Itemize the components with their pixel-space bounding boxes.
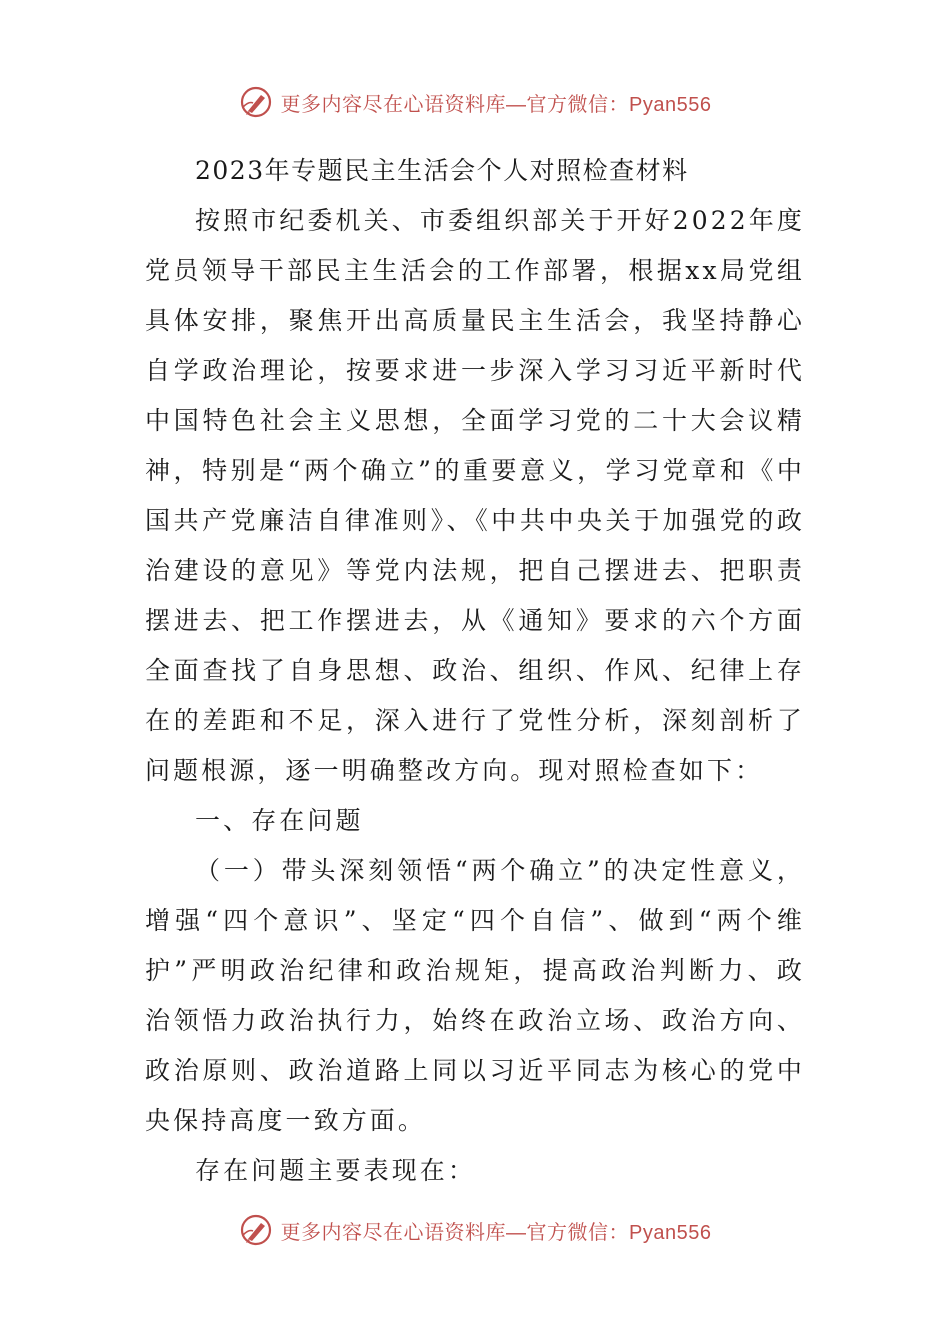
watermark-text-lead: 更多内容尽在心语资料库 (280, 91, 507, 116)
pen-nib-circle-icon (239, 85, 273, 119)
document-body (145, 146, 805, 1196)
problems-lead-paragraph: 存在问题主要表现在： (195, 1156, 477, 1185)
section-heading: 一、存在问题 (195, 806, 364, 835)
document-title: 2023年专题民主生活会个人对照检查材料 (195, 156, 689, 185)
watermark-text-tail: —官方微信：Pyan556 (506, 1221, 712, 1244)
watermark-banner-top (0, 82, 950, 122)
intro-paragraph: 按照市纪委机关、市委组织部关于开好2022年度党员领导干部民主生活会的工作部署，根据xx局党组具体安排，聚焦开出高质量民主生活会，我坚持静心自学政治理论，按要求进一步深入学习习近平新时代中国特色社会主义思想，全面学习党的二十大会议精神，特别是“两个确立”的重要意义，学习党章和《中国共产党廉洁自律准则》、《中共中央关于加强党的政治建设的意见》等党内法规，把自己摆进去、把职责摆进去、把工作摆进去，从《通知》要求的六个方面全面查找了自身思想、政治、组织、作风、纪律上存在的差距和不足，深入进行了党性分析，深刻剖析了问题根源，逐一明确整改方向。现对照检查如下： (145, 206, 805, 785)
watermark-banner-bottom (0, 1210, 950, 1250)
pen-nib-circle-icon (239, 1213, 273, 1247)
watermark-text-lead: 更多内容尽在心语资料库 (280, 1219, 507, 1244)
subsection-paragraph: （一）带头深刻领悟“两个确立”的决定性意义，增强“四个意识”、坚定“四个自信”、做到“两个维护”严明政治纪律和政治规矩，提高政治判断力、政治领悟力政治执行力，始终在政治立场、政治方向、政治原则、政治道路上同以习近平同志为核心的党中央保持高度一致方面。 (145, 856, 805, 1135)
watermark-text (281, 88, 712, 117)
watermark-text-tail: —官方微信：Pyan556 (506, 93, 712, 116)
watermark-text (281, 1216, 712, 1245)
